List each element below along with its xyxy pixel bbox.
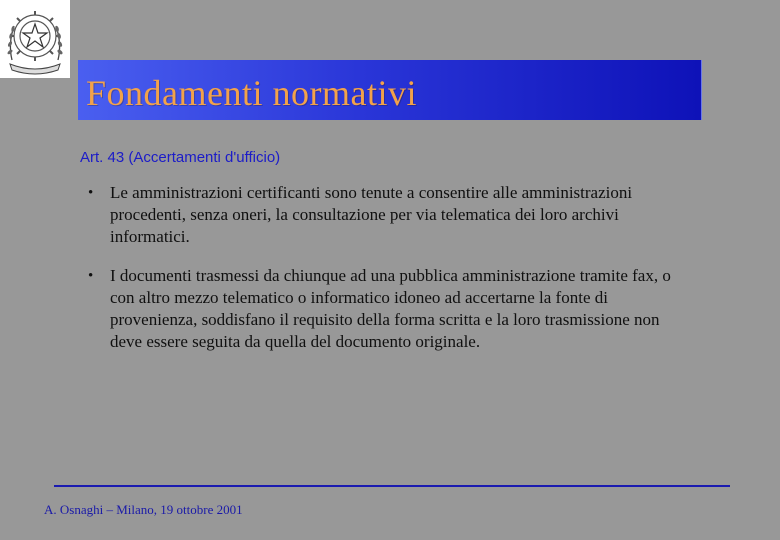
emblem-icon: [0, 0, 70, 78]
title-bar: [78, 60, 702, 120]
bullet-item: [88, 265, 688, 353]
bullet-icon: •: [88, 185, 94, 201]
bullet-item: [88, 182, 688, 248]
bullet-icon: •: [88, 268, 94, 284]
article-subheading: Art. 43 (Accertamenti d'ufficio): [80, 149, 281, 166]
italian-republic-emblem-icon: [0, 0, 70, 78]
slide-title: Fondamenti normativi: [86, 73, 417, 113]
bullet-list: [88, 182, 688, 370]
bullet-text: I documenti trasmessi da chiunque ad una pubblica amministrazione tramite fax, o con altro mezzo telematico o informatico idoneo ad accertarne la fonte di provenienza, soddisfano il requisito della forma scritta e la loro trasmissione non deve essere seguita da quella del documento originale.: [110, 266, 671, 351]
footer-divider: [54, 485, 730, 487]
footer-text: A. Osnaghi – Milano, 19 ottobre 2001: [44, 502, 243, 517]
bullet-text: Le amministrazioni certificanti sono tenute a consentire alle amministrazioni procedenti, senza oneri, la consultazione per via telematica dei loro archivi informatici.: [110, 183, 633, 246]
